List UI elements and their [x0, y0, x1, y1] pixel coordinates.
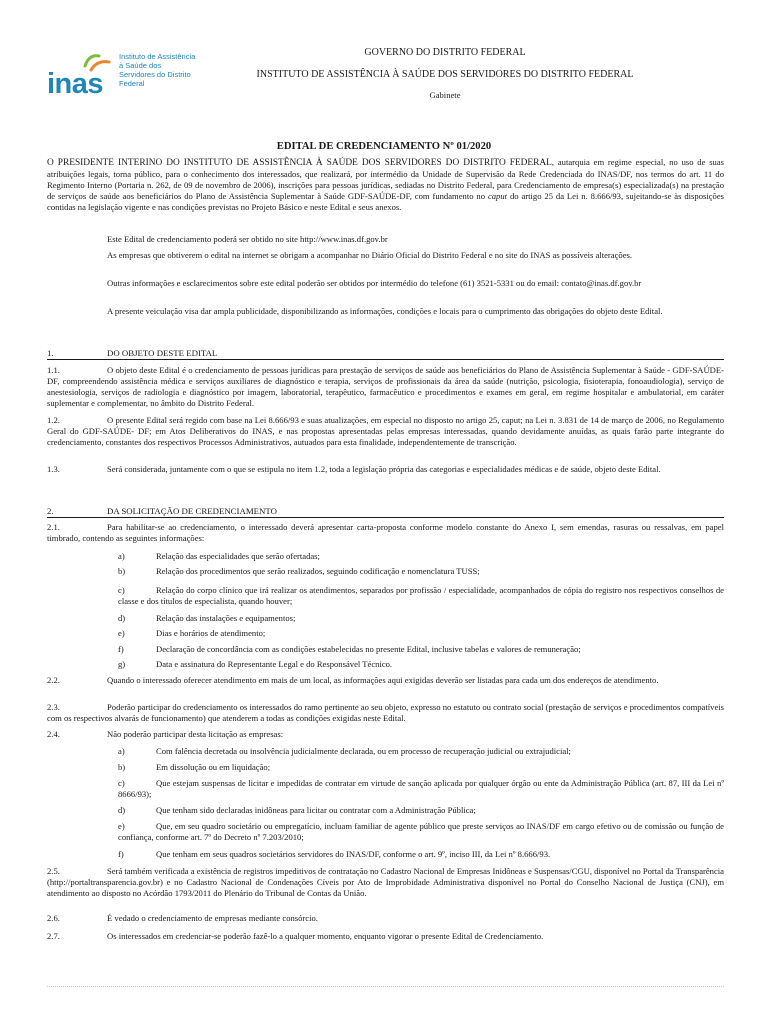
clause-number: 1.1.	[47, 365, 60, 375]
clause-1-2	[47, 415, 724, 448]
clause-2-7	[47, 931, 724, 942]
clause-number: 2.2.	[47, 675, 60, 685]
clause-1-1	[47, 365, 724, 409]
list-text: Que estejam suspensas de licitar e impedidas de contratar em virtude de sanção aplicada por qualquer órgão ou ente da Administração Pública (art. 87, III da Lei nº 8666/93);	[118, 778, 724, 800]
header-department: Gabinete	[429, 90, 461, 100]
header-government: GOVERNO DO DISTRITO FEDERAL	[364, 47, 526, 58]
clause-number: 2.6.	[47, 913, 60, 923]
list-marker: e)	[118, 628, 125, 638]
intro-text-a: , autarquia em regime especial, no uso de suas atribuições legais, torna público, para o conhecimento dos interessados, que realizará, por intermédio da Unidade de Supervisão da Rede Credenciada do INAS/DF, nos termos do art. 11 do Regimento Interno (Portaria n. 262, de 09 de novembro de 2006), inscrições para pessoas jurídicas, sediadas no Distrito Federal, para Credenciamento de empresa(s) especializada(s) na prestação de serviços de saúde aos beneficiários do Plano de Assistência Suplementar à Saúde GDF-SAÚDE-DF, com fundamento no	[47, 157, 725, 202]
intro-publicity-paragraph: A presente veiculação visa dar ampla publicidade, disponibilizando as informações, condições e locais para o cumprimento das obrigações do objeto deste Edital.	[107, 306, 663, 316]
list-text: Em dissolução ou em liquidação;	[156, 762, 271, 772]
list-marker: e)	[118, 821, 125, 831]
list-item	[118, 805, 724, 816]
list-text: Que, em seu quadro societário ou empregatício, incluam familiar de agente público que preste serviços ao INAS/DF em cargo efetivo ou de comissão ou função de confiança, conforme art. 7º do Decreto nº 7.203/2010;	[118, 821, 724, 843]
list-marker: a)	[118, 551, 125, 561]
clause-text: Poderão participar do credenciamento os interessados do ramo pertinente ao seu objeto, expresso no estatuto ou contrato social (prestação de serviços e procedimentos compatíveis com os respectivos alvarás de funcionamento) que atenderem a todas as condições exigidas neste Edital.	[47, 702, 724, 724]
list-item	[118, 566, 724, 577]
list-item	[118, 585, 724, 607]
list-text: Relação do corpo clínico que irá realizar os atendimentos, separados por profissão / especialidade, acompanhados de cópia do registro nos respectivos conselhos de classe e dos títulos de especialista, quando houver;	[118, 585, 724, 607]
intro-caps: O PRESIDENTE INTERINO DO INSTITUTO DE ASSISTÊNCIA À SAÚDE DOS SERVIDORES DO DISTRITO FEDERAL	[47, 158, 552, 168]
intro-contact-paragraph: Outras informações e esclarecimentos sobre este edital poderão ser obtidos por intermédio do telefone (61) 3521-5331 ou do email: contato@inas.df.gov.br	[107, 278, 642, 288]
clause-2-6	[47, 913, 724, 924]
section-title: DA SOLICITAÇÃO DE CREDENCIAMENTO	[107, 506, 277, 516]
list-item	[118, 644, 724, 655]
clause-2-2	[47, 675, 724, 686]
list-marker: f)	[118, 644, 124, 654]
clause-text: O presente Edital será regido com base na Lei 8.666/93 e suas atualizações, em especial no disposto no artigo 25, caput; na Lei n. 3.831 de 14 de março de 2006, no Regulamento Geral do GDF-SAÚDE- DF; em Atos Deliberativos do INAS, e nas propostas apresentadas pelas empresas interessadas, quando devidamente anuídas, as quais farão parte integrante do credenciamento, constantes dos respectivos Processos Administrativos, autuados para esta finalidade, independentemente de transcrição.	[47, 415, 724, 448]
header-institute: INSTITUTO DE ASSISTÊNCIA À SAÚDE DOS SERVIDORES DO DISTRITO FEDERAL	[256, 69, 634, 80]
clause-2-5	[47, 866, 724, 899]
section-title: DO OBJETO DESTE EDITAL	[107, 348, 218, 358]
clause-text: Será considerada, juntamente com o que se estipula no item 1.2, toda a legislação própria das categorias e especialidades médicas e de saúde, objeto deste Edital.	[107, 464, 661, 474]
list-item	[118, 778, 724, 800]
list-text: Relação das especialidades que serão ofertadas;	[156, 551, 320, 561]
clause-number: 1.2.	[47, 415, 60, 425]
intro-text-b: do artigo 25 da Lei n. 8.666/93, sujeitando-se às disposições contidas na legislação vigente e nas condições previstas no Projeto Básico e neste Edital e seus anexos.	[47, 191, 724, 213]
list-item	[118, 746, 724, 757]
list-text: Relação das instalações e equipamentos;	[156, 613, 296, 623]
list-text: Que tenham em seus quadros societários servidores do INAS/DF, conforme o art. 9º, inciso III, da Lei nº 8.666/93.	[156, 849, 551, 859]
clause-text: O objeto deste Edital é o credenciamento de pessoas jurídicas para prestação de serviços de saúde aos beneficiários do Plano de Assistência Suplementar à Saúde - GDF-SAÚDE-DF, compreendendo assistência médica e serviços auxiliares de diagnóstico e terapia, serviços de profissionais da área da saúde (nutrição, psicologia, fisioterapia, fonoaudiologia), serviço de anestesiologia, serviços de radiologia e diagnóstico por imagem, laboratorial, terapêutico, farmacêutico e procedimentos e exames em geral, em regime hospitalar e ambulatorial, em caráter suplementar e complementar, no âmbito do Distrito Federal.	[47, 365, 724, 409]
list-marker: d)	[118, 613, 126, 623]
list-text: Declaração de concordância com as condições estabelecidas no presente Edital, inclusive tabelas e valores de remuneração;	[156, 644, 581, 654]
clause-number: 2.5.	[47, 866, 60, 876]
clause-text: Quando o interessado oferecer atendimento em mais de um local, as informações aqui exigidas deverão ser listadas para cada um dos endereços de atendimento.	[107, 675, 659, 685]
logo-subtitle: Instituto de Assistência à Saúde dos Servidores do Distrito Federal	[119, 52, 196, 88]
list-marker: d)	[118, 805, 126, 815]
clause-2-1	[47, 522, 724, 544]
list-text: Com falência decretada ou insolvência judicialmente declarada, ou em processo de recuperação judicial ou extrajudicial;	[156, 746, 571, 756]
clause-1-3	[47, 464, 724, 475]
clause-number: 2.1.	[47, 522, 60, 532]
section-number: 2.	[47, 506, 54, 516]
clause-number: 2.7.	[47, 931, 60, 941]
list-item	[118, 849, 724, 860]
list-text: Que tenham sido declaradas inidôneas para licitar ou contratar com a Administração Pública;	[156, 805, 476, 815]
logo-word: inas	[47, 68, 104, 100]
clause-2-4	[47, 729, 724, 740]
list-text: Relação dos procedimentos que serão realizados, seguindo codificação e nomenclatura TUSS;	[156, 566, 480, 576]
clause-text: É vedado o credenciamento de empresas mediante consórcio.	[107, 913, 318, 923]
list-item	[118, 551, 724, 562]
clause-text: Não poderão participar desta licitação as empresas:	[107, 729, 284, 739]
list-item	[118, 821, 724, 843]
list-item	[118, 613, 724, 624]
clause-number: 2.3.	[47, 702, 60, 712]
clause-2-3	[47, 702, 724, 724]
list-item	[118, 628, 724, 639]
intro-site-paragraph: Este Edital de credenciamento poderá ser obtido no site http://www.inas.df.gov.br	[107, 234, 388, 244]
footer-divider	[47, 986, 724, 987]
clause-text: Será também verificada a existência de registros impeditivos de contratação no Cadastro Nacional de Empresas Inidôneas e Suspensas/CGU, disponível no Portal da Transparência (http://portaltransparencia.gov.br) e no Cadastro Nacional de Condenações Cíveis por Ato de Improbidade Administrativa disponível no Portal do Conselho Nacional de Justiça (CNJ), em atendimento ao disposto no Acórdão 1793/2011 do Plenário do Tribunal de Contas da União.	[47, 866, 724, 899]
intro-caput: caput	[487, 191, 508, 202]
inas-logo	[47, 50, 196, 100]
section-2-heading	[47, 506, 724, 518]
intro-paragraph	[47, 157, 724, 213]
list-marker: b)	[118, 566, 126, 576]
list-item	[118, 762, 724, 773]
section-number: 1.	[47, 348, 54, 358]
list-marker: a)	[118, 746, 125, 756]
clause-number: 1.3.	[47, 464, 60, 474]
list-text: Dias e horários de atendimento;	[156, 628, 266, 638]
list-marker: c)	[118, 585, 125, 595]
list-item	[118, 659, 724, 670]
list-marker: g)	[118, 659, 126, 669]
list-text: Data e assinatura do Representante Legal e do Responsável Técnico.	[156, 659, 393, 669]
clause-number: 2.4.	[47, 729, 60, 739]
clause-text: Os interessados em credenciar-se poderão fazê-lo a qualquer momento, enquanto vigorar o presente Edital de Credenciamento.	[107, 931, 544, 941]
intro-alterations-paragraph: As empresas que obtiverem o edital na internet se obrigam a acompanhar no Diário Oficial do Distrito Federal e no site do INAS as possíveis alterações.	[107, 250, 633, 260]
list-marker: b)	[118, 762, 126, 772]
list-marker: c)	[118, 778, 125, 788]
document-title: EDITAL DE CREDENCIAMENTO Nº 01/2020	[276, 141, 492, 152]
list-marker: f)	[118, 849, 124, 859]
clause-text: Para habilitar-se ao credenciamento, o interessado deverá apresentar carta-proposta conforme modelo constante do Anexo I, sem emendas, rasuras ou ressalvas, em papel timbrado, contendo as seguintes informações:	[47, 522, 724, 544]
section-1-heading	[47, 348, 724, 360]
